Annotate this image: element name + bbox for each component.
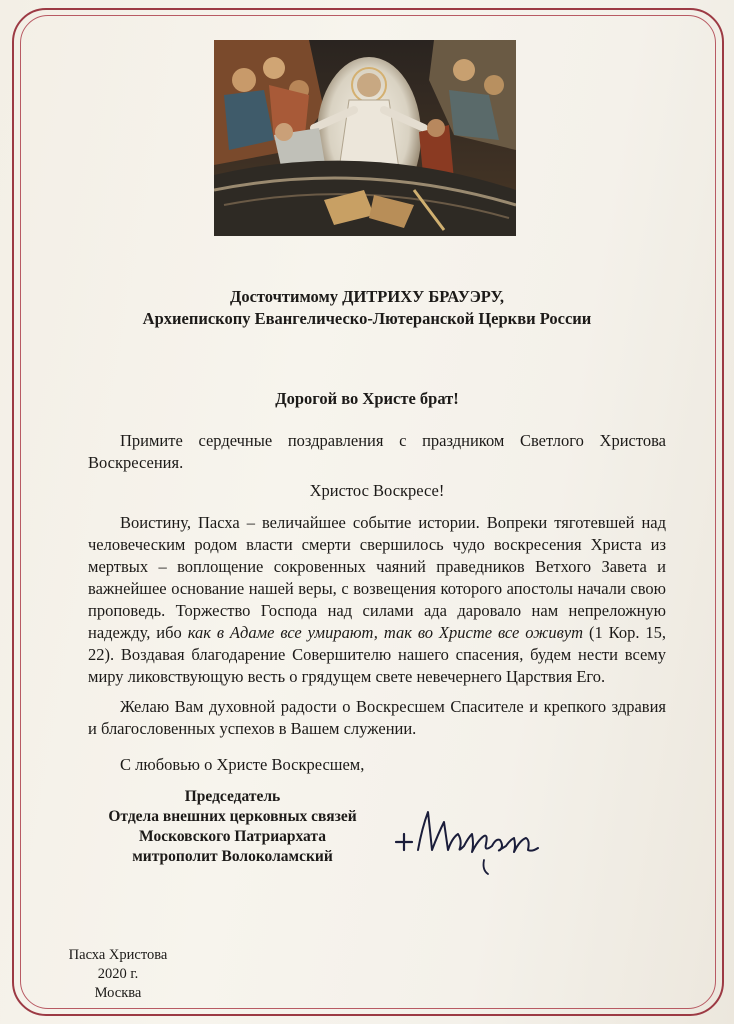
signatory-department: Отдела внешних церковных связей	[108, 808, 357, 825]
handwritten-signature	[388, 800, 548, 880]
paragraph-easter-text-2: (1 Кор. 15, 22). Воздавая благодарение Совершителю нашего спасения, будем нести всему миру ликовствующую весть о грядущем свете невечернего Царствия Его.	[88, 623, 666, 686]
paragraph-easter-text-1: Воистину, Пасха – величайшее событие истории. Вопреки тяготевшей над человеческим родом власти смерти свершилось чудо воскресения Христа из мертвых – воплощение сокровенных чаяний праведников Ветхого Завета и важнейшее основание нашей веры, с возвещения которого апостолы начали свою проповедь. Торжество Господа над силами ада даровало нам непреложную надежду, ибо	[88, 513, 666, 642]
footer-year: 2020 г.	[97, 966, 139, 982]
closing-line: С любовью о Христе Воскресшем,	[120, 755, 365, 774]
signatory-title: митрополит Волоколамский	[132, 848, 333, 865]
letter-body	[88, 430, 666, 776]
footer-occasion: Пасха Христова	[68, 947, 168, 963]
paragraph-congratulations: Примите сердечные поздравления с праздником Светлого Христова Воскресения.	[88, 431, 666, 472]
addressee-title: Архиепископу Евангелическо-Лютеранской Церкви России	[142, 309, 592, 328]
paragraph-christ-is-risen: Христос Воскресе!	[309, 481, 445, 500]
signatory-patriarchate: Московского Патриархата	[139, 828, 326, 845]
signatory-position: Председатель	[184, 788, 281, 805]
addressee-name: Досточтимому ДИТРИХУ БРАУЭРУ,	[229, 287, 504, 306]
addressee-block	[60, 286, 674, 330]
greeting: Дорогой во Христе брат!	[275, 389, 459, 408]
signatory-block	[60, 787, 405, 867]
paragraph-wishes: Желаю Вам духовной радости о Воскресшем Спасителе и крепкого здравия и благословенных успехов в Вашем служении.	[88, 697, 666, 738]
date-place-block	[58, 946, 178, 1003]
footer-city: Москва	[94, 985, 142, 1001]
resurrection-icon-image	[214, 40, 516, 236]
paragraph-easter	[88, 512, 666, 688]
scripture-quote: как в Адаме все умирают, так во Христе все оживут	[187, 623, 584, 642]
